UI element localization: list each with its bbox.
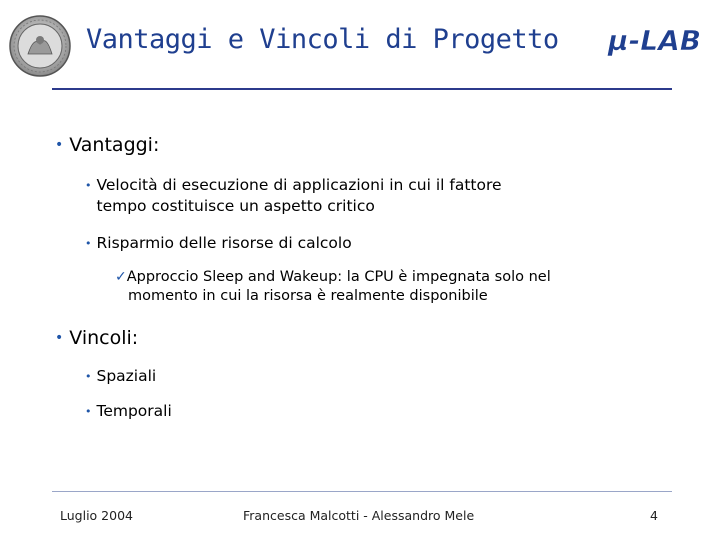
- section-vincoli: [55, 327, 138, 349]
- section-vantaggi: [55, 134, 159, 156]
- item-line: Risparmio delle risorse di calcolo: [96, 234, 352, 252]
- item-line: Temporali: [96, 402, 172, 420]
- footer-divider: [52, 491, 672, 492]
- checkmark-icon: ✓: [115, 269, 127, 285]
- mu-lab-logo: [606, 22, 716, 58]
- title-divider: [52, 88, 672, 90]
- sub-list-item: [115, 268, 551, 306]
- sub-item-line: momento in cui la risorsa è realmente disponibile: [128, 288, 488, 304]
- bullet-dot-icon: •: [85, 405, 92, 418]
- item-line: tempo costituisce un aspetto critico: [96, 197, 375, 215]
- bullet-dot-icon: •: [55, 137, 64, 153]
- bullet-dot-icon: •: [55, 330, 64, 346]
- footer-authors: Francesca Malcotti - Alessandro Mele: [243, 508, 475, 523]
- footer-date: Luglio 2004: [60, 508, 133, 523]
- sub-item-line: Approccio Sleep and Wakeup: la CPU è impegnata solo nel: [126, 269, 551, 285]
- list-item: [85, 366, 156, 388]
- list-item: [85, 401, 172, 423]
- page-title: Vantaggi e Vincoli di Progetto: [86, 24, 559, 55]
- list-item: [85, 175, 502, 217]
- section-label: Vantaggi:: [69, 134, 160, 156]
- list-item: [85, 233, 352, 255]
- item-line: Velocità di esecuzione di applicazioni in cui il fattore: [96, 176, 502, 194]
- bullet-dot-icon: •: [85, 370, 92, 383]
- bullet-dot-icon: •: [85, 237, 92, 250]
- page-number: 4: [650, 508, 658, 523]
- logo-text: μ-LAB: [608, 24, 702, 57]
- bullet-dot-icon: •: [85, 179, 92, 192]
- item-line: Spaziali: [96, 367, 157, 385]
- university-seal-icon: [8, 14, 72, 78]
- section-label: Vincoli:: [69, 327, 139, 349]
